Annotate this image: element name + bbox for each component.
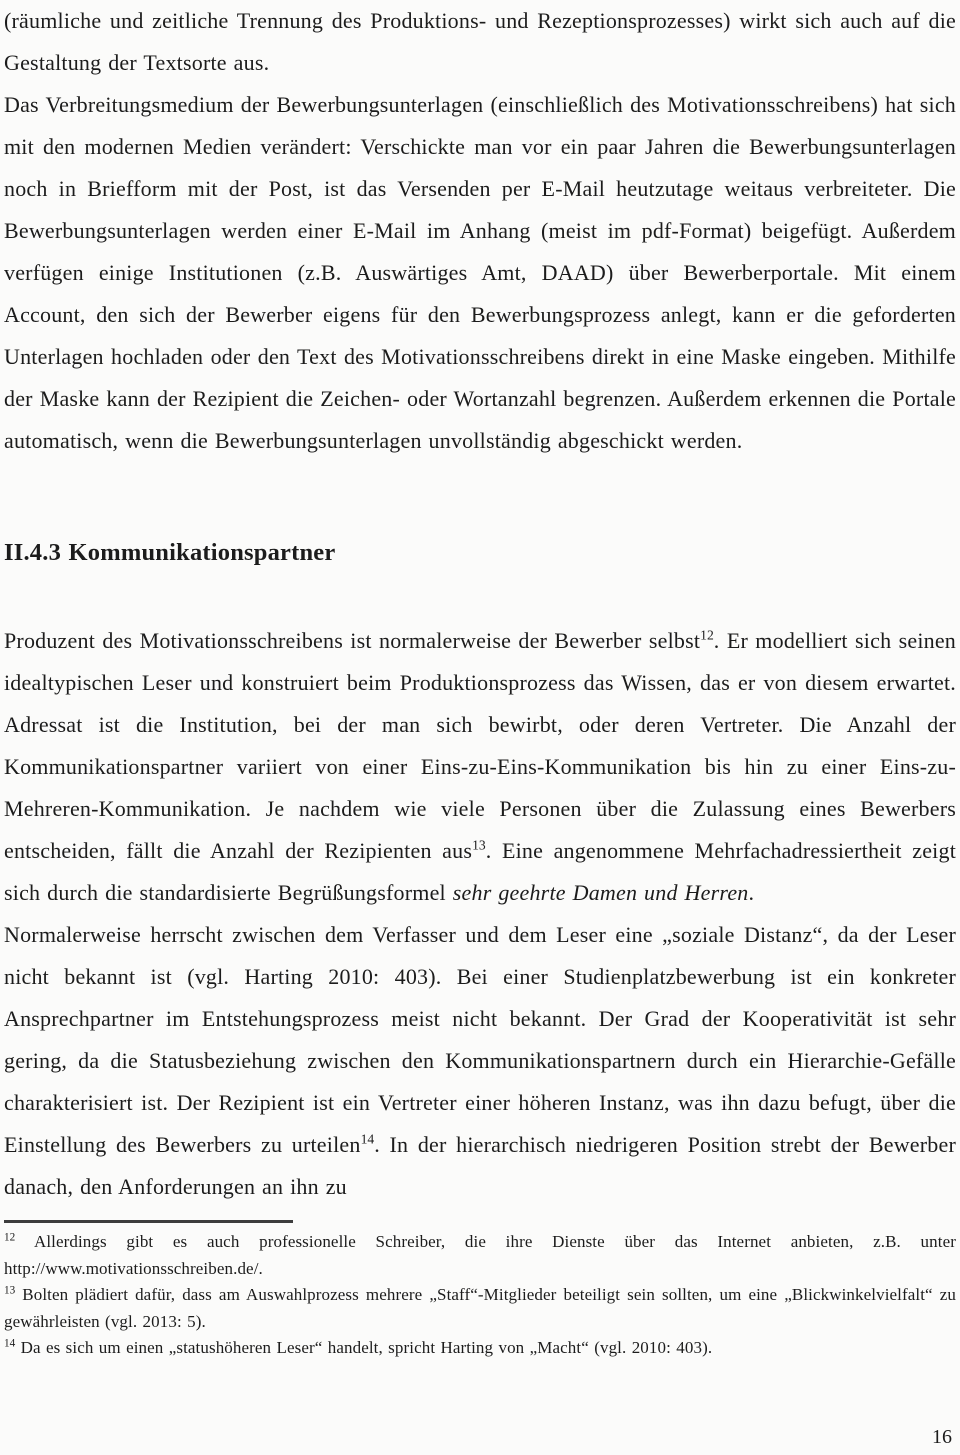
paragraph-distribution-medium (4, 84, 956, 462)
paragraph-text: . Eine angenommene Mehrfachadressiertheit zeigt sich durch die standardisierte Begrüßungsformel (4, 838, 957, 905)
page-body (4, 0, 956, 1208)
footnote-marker-14: 14 (4, 1337, 16, 1350)
paragraph-text: Normalerweise herrscht zwischen dem Verfasser und dem Leser eine „soziale Distanz“, da der Leser nicht bekannt ist (vgl. Harting 2010: 403). Bei einer Studienplatzbewerbung ist ein konkreter Ansprechpartner im Entstehungsprozess meist nicht bekannt. Der Grad der Kooperativität ist sehr gering, da die Statusbeziehung zwischen den Kommunikationspartnern durch ein Hierarchie-Gefälle charakterisiert ist. Der Rezipient ist ein Vertreter einer höheren Instanz, was ihn dazu befugt, über die Einstellung des Bewerbers zu urteilen (4, 922, 956, 1157)
paragraph-text: . Er modelliert sich seinen idealtypischen Leser und konstruiert beim Produktionsprozess das Wissen, das er von diesem erwartet. Adressat ist die Institution, bei der man sich bewirbt, oder deren Vertreter. Die Anzahl der Kommunikationspartner variiert von einer Eins-zu-Eins-Kommunikation bis hin zu einer Eins-zu-Mehreren-Kommunikation. Je nachdem wie viele Personen über die Zulassung eines Bewerbers entscheiden, fällt die Anzahl der Rezipienten aus (4, 628, 957, 863)
paragraph-text: . In der hierarchisch niedrigeren Position strebt der Bewerber danach, den Anforderungen an ihn zu (4, 1132, 956, 1199)
footnote-12 (4, 1229, 956, 1282)
footnote-text: Bolten plädiert dafür, dass am Auswahlprozess mehrere „Staff“-Mitglieder beteiligt sein sollten, um eine „Blickwinkelvielfalt“ zu gewährleisten (vgl. 2013: 5). (4, 1285, 956, 1331)
footnote-text: Da es sich um einen „statushöheren Leser“ handelt, spricht Harting von „Macht“ (vgl. 2010: 403). (20, 1338, 713, 1357)
footnote-separator (4, 1220, 293, 1223)
section-heading: II.4.3 Kommunikationspartner (4, 539, 336, 566)
footnote-marker-12: 12 (4, 1231, 16, 1244)
footnotes-section (4, 1229, 956, 1362)
footnote-reference-12: 12 (700, 627, 714, 643)
footnote-text: Allerdings gibt es auch professionelle Schreiber, die ihre Dienste über das Internet anbieten, z.B. unter http://www.motivationsschreiben.de/. (4, 1232, 956, 1278)
paragraph-producer (4, 620, 956, 914)
paragraph-text: Produzent des Motivationsschreibens ist normalerweise der Bewerber selbst (4, 628, 701, 653)
footnote-marker-13: 13 (4, 1284, 16, 1297)
paragraph-continuation (4, 0, 956, 84)
footnote-reference-13: 13 (472, 837, 486, 853)
footnote-13 (4, 1282, 956, 1335)
page-number: 16 (932, 1426, 952, 1448)
footnote-14 (4, 1335, 956, 1362)
paragraph-social-distance (4, 914, 956, 1208)
salutation-italic: sehr geehrte Damen und Herren (452, 880, 749, 905)
paragraph-text: Das Verbreitungsmedium der Bewerbungsunterlagen (einschließlich des Motivationsschreibens) hat sich mit den modernen Medien verändert: Verschickte man vor ein paar Jahren die Bewerbungsunterlagen noch in Briefform mit der Post, ist das Versenden per E-Mail heutzutage weitaus verbreiteter. Die Bewerbungsunterlagen werden einer E-Mail im Anhang (meist im pdf-Format) beigefügt. Außerdem verfügen einige Institutionen (z.B. Auswärtiges Amt, DAAD) über Bewerberportale. Mit einem Account, den sich der Bewerber eigens für den Bewerbungsprozess anlegt, kann er die geforderten Unterlagen hochladen oder den Text des Motivationsschreibens direkt in eine Maske eingeben. Mithilfe der Maske kann der Rezipient die Zeichen- oder Wortanzahl begrenzen. Außerdem erkennen die Portale automatisch, wenn die Bewerbungsunterlagen unvollständig abgeschickt werden. (4, 92, 956, 453)
footnote-reference-14: 14 (360, 1131, 375, 1147)
paragraph-text: . (748, 880, 755, 905)
paragraph-text: (räumliche und zeitliche Trennung des Produktions- und Rezeptionsprozesses) wirkt sich auch auf die Gestaltung der Textsorte aus. (4, 8, 956, 75)
